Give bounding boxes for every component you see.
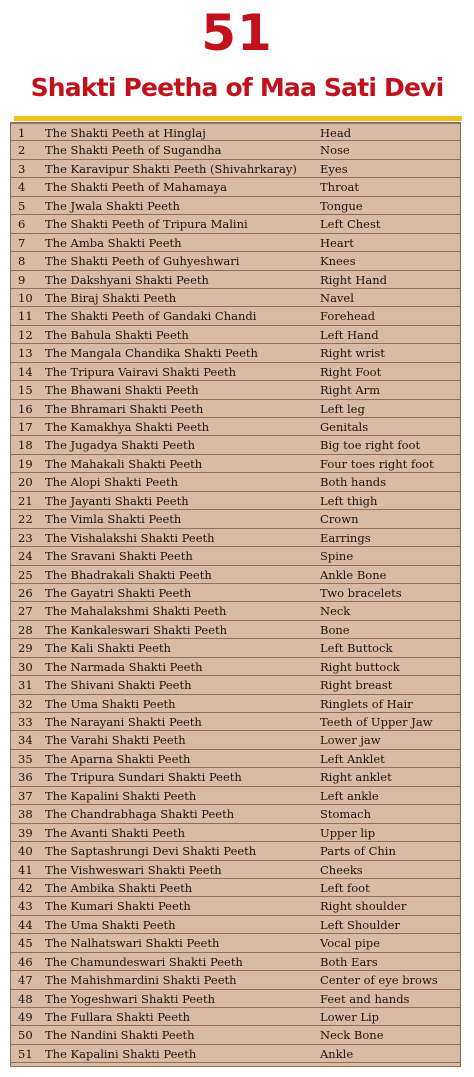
table-row <box>11 307 460 325</box>
row-number: 45 <box>18 936 33 951</box>
shakti-peetha-table <box>10 122 461 1067</box>
peeth-name: The Kumari Shakti Peeth <box>45 899 191 914</box>
row-number: 29 <box>18 641 33 656</box>
table-row <box>11 971 460 989</box>
body-part: Left thigh <box>320 493 378 508</box>
row-number: 15 <box>18 383 33 398</box>
body-part: Left foot <box>320 880 370 895</box>
table-row <box>11 584 460 602</box>
peeth-name: The Alopi Shakti Peeth <box>45 475 179 490</box>
body-part: Center of eye brows <box>320 973 438 988</box>
bottom-margin <box>0 1067 474 1077</box>
peeth-name: The Kali Shakti Peeth <box>45 641 171 656</box>
body-part: Neck Bone <box>320 1028 384 1043</box>
table-row <box>11 234 460 252</box>
table-row <box>11 750 460 768</box>
body-part: Right Foot <box>320 364 382 379</box>
body-part: Big toe right foot <box>320 438 421 453</box>
table-row <box>11 197 460 215</box>
table-row <box>11 400 460 418</box>
table-row <box>11 1008 460 1026</box>
peeth-name: The Gayatri Shakti Peeth <box>45 585 192 600</box>
table-row <box>11 418 460 436</box>
row-number: 1 <box>18 126 26 140</box>
peeth-name: The Narmada Shakti Peeth <box>45 659 203 674</box>
divider <box>14 116 462 121</box>
peeth-name: The Bhramari Shakti Peeth <box>45 401 204 416</box>
body-part: Spine <box>320 549 354 564</box>
row-number: 4 <box>18 180 26 195</box>
body-part: Stomach <box>320 807 372 822</box>
table-row <box>11 547 460 565</box>
peeth-name: The Shakti Peeth at Hinglaj <box>45 126 206 140</box>
table-row <box>11 861 460 879</box>
peeth-name: The Vishweswari Shakti Peeth <box>45 862 222 877</box>
peeth-name: The Bahula Shakti Peeth <box>45 327 189 342</box>
body-part: Neck <box>320 604 351 619</box>
table-row <box>11 805 460 823</box>
peeth-name: The Kankaleswari Shakti Peeth <box>45 622 228 637</box>
body-part: Four toes right foot <box>320 456 434 471</box>
table-row <box>11 676 460 694</box>
body-part: Nose <box>320 143 350 158</box>
table-row <box>11 916 460 934</box>
table-row <box>11 289 460 307</box>
row-number: 27 <box>18 604 33 619</box>
table-row <box>11 1045 460 1063</box>
table-row <box>11 768 460 786</box>
peeth-name: The Sravani Shakti Peeth <box>45 549 193 564</box>
peeth-name: The Dakshyani Shakti Peeth <box>45 272 209 287</box>
body-part: Lower jaw <box>320 733 381 748</box>
peeth-name: The Bhawani Shakti Peeth <box>45 383 199 398</box>
peeth-name: The Mangala Chandika Shakti Peeth <box>45 346 258 361</box>
row-number: 18 <box>18 438 33 453</box>
table-row <box>11 252 460 270</box>
table-row <box>11 621 460 639</box>
peeth-name: The Kamakhya Shakti Peeth <box>45 420 210 434</box>
row-number: 41 <box>18 862 33 877</box>
row-number: 3 <box>18 161 26 176</box>
body-part: Crown <box>320 512 359 527</box>
table-row <box>11 602 460 620</box>
row-number: 11 <box>18 309 33 324</box>
peeth-name: The Tripura Sundari Shakti Peeth <box>45 770 242 785</box>
table-row <box>11 123 460 141</box>
table-row <box>11 160 460 178</box>
body-part: Throat <box>320 180 359 195</box>
body-part: Right Hand <box>320 272 388 287</box>
title-number: 51 <box>201 4 273 62</box>
peeth-name: The Jayanti Shakti Peeth <box>45 493 189 508</box>
peeth-name: The Vimla Shakti Peeth <box>45 512 182 527</box>
table-row <box>11 713 460 731</box>
body-part: Right anklet <box>320 770 392 785</box>
peeth-name: The Avanti Shakti Peeth <box>45 825 186 840</box>
row-number: 20 <box>18 475 33 490</box>
row-number: 42 <box>18 880 33 895</box>
row-number: 49 <box>18 1010 33 1024</box>
peeth-name: The Shivani Shakti Peeth <box>45 678 192 693</box>
peeth-name: The Uma Shakti Peeth <box>45 917 176 932</box>
row-number: 16 <box>18 401 33 416</box>
row-number: 17 <box>18 420 33 434</box>
table-row <box>11 990 460 1008</box>
peeth-name: The Shakti Peeth of Mahamaya <box>45 180 227 195</box>
peeth-name: The Biraj Shakti Peeth <box>45 290 177 305</box>
row-number: 21 <box>18 493 33 508</box>
row-number: 2 <box>18 143 26 158</box>
body-part: Earrings <box>320 530 371 545</box>
table-row <box>11 473 460 491</box>
table-row <box>11 695 460 713</box>
row-number: 33 <box>18 715 33 729</box>
row-number: 46 <box>18 954 33 969</box>
table-row <box>11 934 460 952</box>
peeth-name: The Chamundeswari Shakti Peeth <box>45 954 243 969</box>
row-number: 47 <box>18 973 33 988</box>
row-number: 39 <box>18 825 33 840</box>
peeth-name: The Shakti Peeth of Guhyeshwari <box>45 254 240 269</box>
peeth-name: The Shakti Peeth of Tripura Malini <box>45 217 248 232</box>
peeth-name: The Narayani Shakti Peeth <box>45 715 202 729</box>
peeth-name: The Shakti Peeth of Gandaki Chandi <box>45 309 257 324</box>
table-row <box>11 731 460 749</box>
peeth-name: The Shakti Peeth of Sugandha <box>45 143 222 158</box>
table-row <box>11 879 460 897</box>
body-part: Bone <box>320 622 350 637</box>
peeth-name: The Aparna Shakti Peeth <box>45 751 191 766</box>
body-part: Left ankle <box>320 788 379 803</box>
peeth-name: The Kapalini Shakti Peeth <box>45 1046 197 1061</box>
body-part: Left Anklet <box>320 751 385 766</box>
body-part: Left Chest <box>320 217 381 232</box>
peeth-name: The Ambika Shakti Peeth <box>45 880 193 895</box>
row-number: 5 <box>18 198 26 213</box>
row-number: 22 <box>18 512 33 527</box>
peeth-name: The Tripura Vairavi Shakti Peeth <box>45 364 237 379</box>
body-part: Left Shoulder <box>320 917 400 932</box>
peeth-name: The Vishalakshi Shakti Peeth <box>45 530 215 545</box>
row-number: 6 <box>18 217 26 232</box>
row-number: 31 <box>18 678 33 693</box>
body-part: Left Hand <box>320 327 379 342</box>
table-row <box>11 842 460 860</box>
table-row <box>11 271 460 289</box>
body-part: Left Buttock <box>320 641 393 656</box>
row-number: 40 <box>18 844 33 859</box>
row-number: 30 <box>18 659 33 674</box>
body-part: Eyes <box>320 161 348 176</box>
row-number: 36 <box>18 770 33 785</box>
row-number: 28 <box>18 622 33 637</box>
peeth-name: The Jwala Shakti Peeth <box>45 198 180 213</box>
row-number: 10 <box>18 290 33 305</box>
peeth-name: The Mahakali Shakti Peeth <box>45 456 203 471</box>
body-part: Two bracelets <box>320 585 402 600</box>
row-number: 7 <box>18 235 26 250</box>
peeth-name: The Amba Shakti Peeth <box>45 235 182 250</box>
table-row <box>11 787 460 805</box>
body-part: Right Arm <box>320 383 381 398</box>
peeth-name: The Jugadya Shakti Peeth <box>45 438 196 453</box>
peeth-name: The Mahalakshmi Shakti Peeth <box>45 604 227 619</box>
body-part: Feet and hands <box>320 991 410 1006</box>
body-part: Ringlets of Hair <box>320 696 413 711</box>
body-part: Ankle Bone <box>320 567 387 582</box>
row-number: 13 <box>18 346 33 361</box>
table-row <box>11 639 460 657</box>
row-number: 8 <box>18 254 26 269</box>
body-part: Right buttock <box>320 659 400 674</box>
peeth-name: The Uma Shakti Peeth <box>45 696 176 711</box>
table-row <box>11 953 460 971</box>
body-part: Both Ears <box>320 954 378 969</box>
row-number: 23 <box>18 530 33 545</box>
row-number: 38 <box>18 807 33 822</box>
body-part: Right shoulder <box>320 899 407 914</box>
body-part: Genitals <box>320 420 369 434</box>
peeth-name: The Bhadrakali Shakti Peeth <box>45 567 212 582</box>
row-number: 14 <box>18 364 33 379</box>
peeth-name: The Karavipur Shakti Peeth (Shivahrkaray) <box>45 161 297 176</box>
body-part: Right wrist <box>320 346 385 361</box>
row-number: 12 <box>18 327 33 342</box>
table-row <box>11 381 460 399</box>
table-row <box>11 492 460 510</box>
peeth-name: The Saptashrungi Devi Shakti Peeth <box>45 844 257 859</box>
row-number: 34 <box>18 733 33 748</box>
table-row <box>11 658 460 676</box>
table-row <box>11 566 460 584</box>
header <box>0 0 474 118</box>
peeth-name: The Fullara Shakti Peeth <box>45 1010 191 1024</box>
peeth-name: The Nandini Shakti Peeth <box>45 1028 195 1043</box>
peeth-name: The Varahi Shakti Peeth <box>45 733 186 748</box>
body-part: Upper lip <box>320 825 376 840</box>
body-part: Both hands <box>320 475 386 490</box>
table-row <box>11 455 460 473</box>
row-number: 19 <box>18 456 33 471</box>
body-part: Right breast <box>320 678 393 693</box>
row-number: 50 <box>18 1028 33 1043</box>
peeth-name: The Chandrabhaga Shakti Peeth <box>45 807 235 822</box>
body-part: Heart <box>320 235 354 250</box>
row-number: 44 <box>18 917 33 932</box>
body-part: Lower Lip <box>320 1010 380 1024</box>
table-row <box>11 363 460 381</box>
row-number: 32 <box>18 696 33 711</box>
row-number: 25 <box>18 567 33 582</box>
body-part: Teeth of Upper Jaw <box>320 715 433 729</box>
table-row <box>11 529 460 547</box>
peeth-name: The Kapalini Shakti Peeth <box>45 788 197 803</box>
table-row <box>11 824 460 842</box>
peeth-name: The Yogeshwari Shakti Peeth <box>45 991 215 1006</box>
table-row <box>11 436 460 454</box>
table-row <box>11 1026 460 1044</box>
body-part: Ankle <box>320 1046 354 1061</box>
table-row <box>11 897 460 915</box>
body-part: Left leg <box>320 401 365 416</box>
peeth-name: The Nalhatswari Shakti Peeth <box>45 936 220 951</box>
table-row <box>11 215 460 233</box>
body-part: Navel <box>320 290 354 305</box>
body-part: Parts of Chin <box>320 844 396 859</box>
row-number: 43 <box>18 899 33 914</box>
page-title: Shakti Peetha of Maa Sati Devi <box>30 73 444 102</box>
row-number: 9 <box>18 272 26 287</box>
row-number: 37 <box>18 788 33 803</box>
body-part: Cheeks <box>320 862 363 877</box>
table-row <box>11 326 460 344</box>
body-part: Knees <box>320 254 356 269</box>
body-part: Vocal pipe <box>320 936 381 951</box>
row-number: 48 <box>18 991 33 1006</box>
peeth-name: The Mahishmardini Shakti Peeth <box>45 973 237 988</box>
row-number: 24 <box>18 549 33 564</box>
table-row <box>11 344 460 362</box>
table-row <box>11 510 460 528</box>
row-number: 51 <box>18 1046 33 1061</box>
body-part: Head <box>320 126 352 140</box>
body-part: Forehead <box>320 309 376 324</box>
row-number: 26 <box>18 585 33 600</box>
row-number: 35 <box>18 751 33 766</box>
table-row <box>11 178 460 196</box>
table-row <box>11 141 460 159</box>
body-part: Tongue <box>320 198 363 213</box>
